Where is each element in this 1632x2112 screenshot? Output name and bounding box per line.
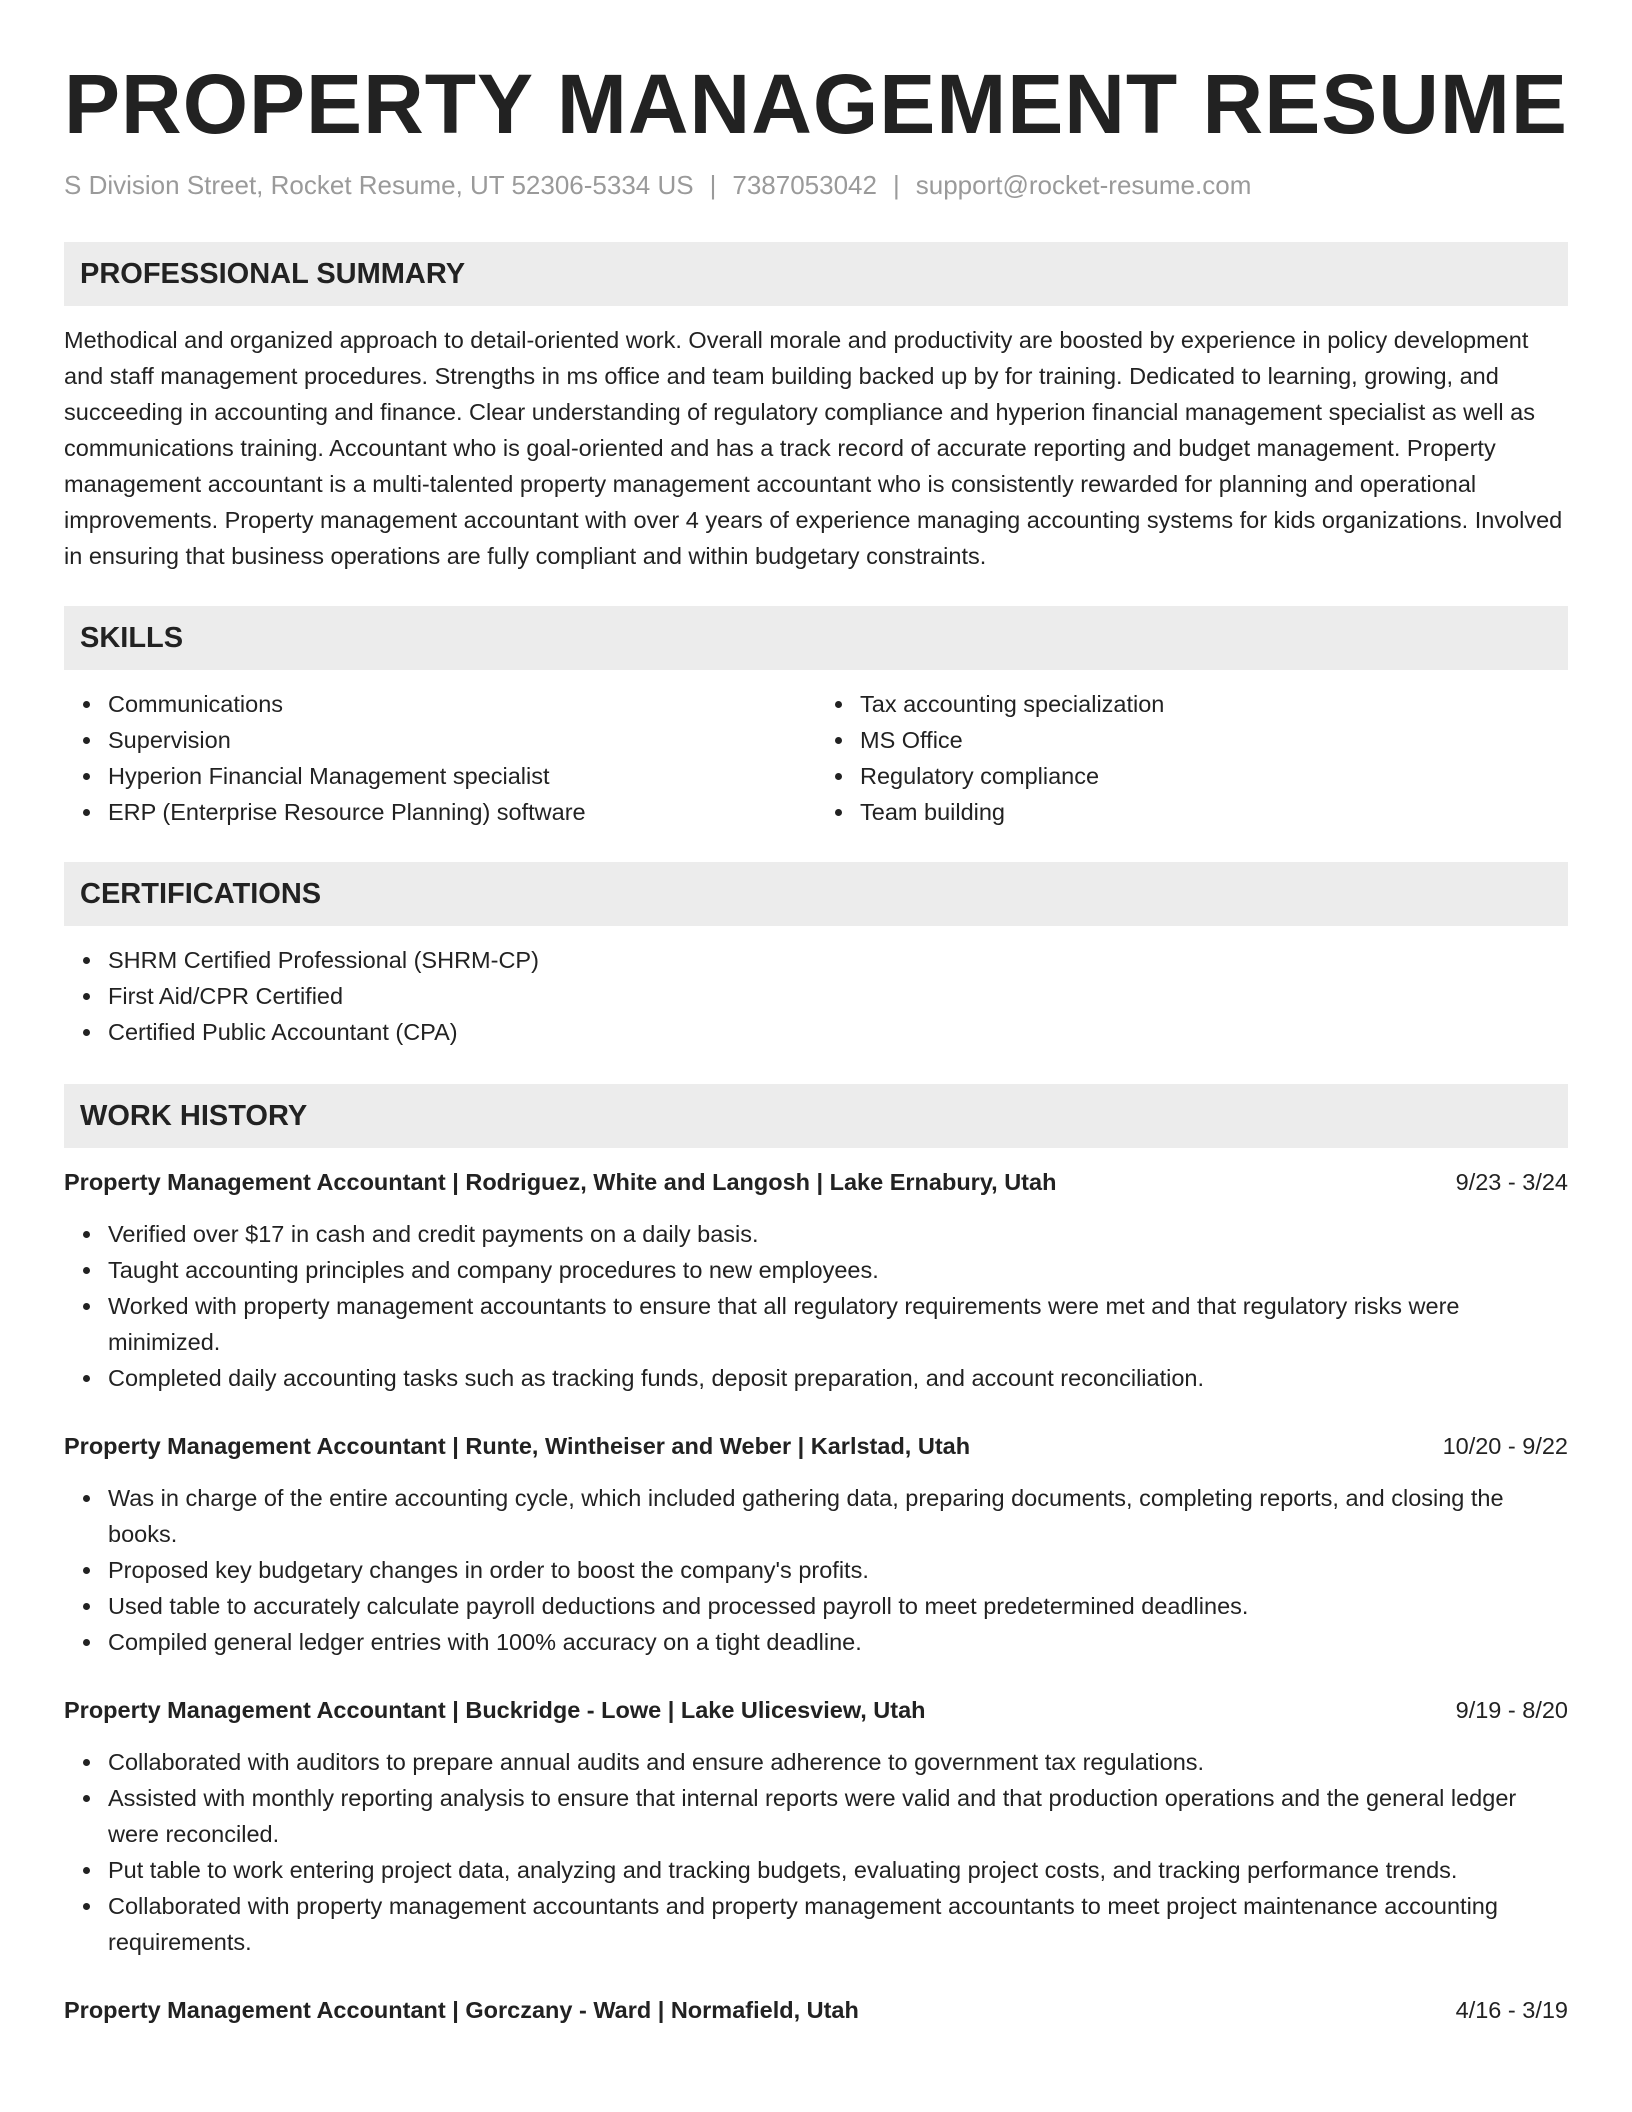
job-bullets bbox=[64, 1216, 1568, 1396]
job-bullet: Proposed key budgetary changes in order to boost the company's profits. bbox=[108, 1552, 1568, 1588]
summary-section bbox=[64, 242, 1568, 574]
job-bullet: Was in charge of the entire accounting cycle, which included gathering data, preparing documents, completing reports, and closing the books. bbox=[108, 1480, 1568, 1552]
skills-grid bbox=[64, 670, 1568, 830]
job-title: Property Management Accountant | Runte, Wintheiser and Weber | Karlstad, Utah bbox=[64, 1433, 971, 1459]
job-bullet: Used table to accurately calculate payroll deductions and processed payroll to meet predetermined deadlines. bbox=[108, 1588, 1568, 1624]
skills-section bbox=[64, 606, 1568, 830]
resume-title: PROPERTY MANAGEMENT RESUME bbox=[64, 57, 1568, 151]
skill-item: Regulatory compliance bbox=[860, 758, 1568, 794]
summary-heading: PROFESSIONAL SUMMARY bbox=[64, 242, 1568, 306]
job-entry bbox=[64, 1428, 1568, 1660]
job-header bbox=[64, 1428, 1568, 1464]
job-bullet: Assisted with monthly reporting analysis to ensure that internal reports were valid and that production operations and the general ledger were reconciled. bbox=[108, 1780, 1568, 1852]
skills-list-left bbox=[64, 686, 816, 830]
job-header bbox=[64, 1164, 1568, 1200]
contact-line bbox=[64, 168, 1568, 202]
certification-item: Certified Public Accountant (CPA) bbox=[108, 1014, 1568, 1050]
skill-item: ERP (Enterprise Resource Planning) software bbox=[108, 794, 816, 830]
summary-text: Methodical and organized approach to detail-oriented work. Overall morale and productivity are boosted by experience in policy development and staff management procedures. Strengths in ms office and team building backed up by for training. Dedicated to learning, growing, and succeeding in accounting and finance. Clear understanding of regulatory compliance and hyperion financial management specialist as well as communications training. Accountant who is goal-oriented and has a track record of accurate reporting and budget management. Property management accountant is a multi-talented property management accountant who is consistently rewarded for planning and operational improvements. Property management accountant with over 4 years of experience managing accounting systems for kids organizations. Involved in ensuring that business operations are fully compliant and within budgetary constraints. bbox=[64, 327, 1563, 569]
certifications-list bbox=[64, 942, 1568, 1050]
skill-item: MS Office bbox=[860, 722, 1568, 758]
contact-phone: 7387053042 bbox=[732, 170, 877, 200]
contact-separator: | bbox=[892, 170, 900, 200]
job-dates: 4/16 - 3/19 bbox=[1455, 1997, 1568, 2023]
skill-item: Supervision bbox=[108, 722, 816, 758]
job-bullet: Compiled general ledger entries with 100% accuracy on a tight deadline. bbox=[108, 1624, 1568, 1660]
skill-item: Communications bbox=[108, 686, 816, 722]
job-entry bbox=[64, 1692, 1568, 1960]
job-bullets bbox=[64, 1480, 1568, 1660]
skills-heading: SKILLS bbox=[64, 606, 1568, 670]
job-bullet: Completed daily accounting tasks such as tracking funds, deposit preparation, and account reconciliation. bbox=[108, 1360, 1568, 1396]
skill-item: Team building bbox=[860, 794, 1568, 830]
certification-item: First Aid/CPR Certified bbox=[108, 978, 1568, 1014]
skill-item: Tax accounting specialization bbox=[860, 686, 1568, 722]
contact-email: support@rocket-resume.com bbox=[915, 170, 1252, 200]
skill-item: Hyperion Financial Management specialist bbox=[108, 758, 816, 794]
contact-separator: | bbox=[709, 170, 717, 200]
job-bullet: Verified over $17 in cash and credit payments on a daily basis. bbox=[108, 1216, 1568, 1252]
certification-item: SHRM Certified Professional (SHRM-CP) bbox=[108, 942, 1568, 978]
job-header bbox=[64, 1692, 1568, 1728]
job-bullet: Taught accounting principles and company procedures to new employees. bbox=[108, 1252, 1568, 1288]
job-bullet: Collaborated with auditors to prepare annual audits and ensure adherence to government tax regulations. bbox=[108, 1744, 1568, 1780]
job-title: Property Management Accountant | Rodriguez, White and Langosh | Lake Ernabury, Utah bbox=[64, 1169, 1057, 1195]
job-bullet: Collaborated with property management accountants and property management accountants to meet project maintenance accounting requirements. bbox=[108, 1888, 1568, 1960]
certifications-section bbox=[64, 862, 1568, 1050]
job-bullets bbox=[64, 1744, 1568, 1960]
work-history-heading: WORK HISTORY bbox=[64, 1084, 1568, 1148]
job-entry bbox=[64, 1992, 1568, 2028]
job-bullet: Worked with property management accountants to ensure that all regulatory requirements were met and that regulatory risks were minimized. bbox=[108, 1288, 1568, 1360]
work-history-section bbox=[64, 1084, 1568, 2028]
job-title: Property Management Accountant | Gorczany - Ward | Normafield, Utah bbox=[64, 1997, 859, 2023]
job-title: Property Management Accountant | Buckridge - Lowe | Lake Ulicesview, Utah bbox=[64, 1697, 926, 1723]
job-entry bbox=[64, 1164, 1568, 1396]
job-dates: 9/23 - 3/24 bbox=[1455, 1169, 1568, 1195]
job-dates: 9/19 - 8/20 bbox=[1455, 1697, 1568, 1723]
certifications-heading: CERTIFICATIONS bbox=[64, 862, 1568, 926]
skills-list-right bbox=[816, 686, 1568, 830]
job-header bbox=[64, 1992, 1568, 2028]
job-bullet: Put table to work entering project data, analyzing and tracking budgets, evaluating project costs, and tracking performance trends. bbox=[108, 1852, 1568, 1888]
job-dates: 10/20 - 9/22 bbox=[1442, 1433, 1568, 1459]
contact-address: S Division Street, Rocket Resume, UT 52306-5334 US bbox=[64, 170, 694, 200]
